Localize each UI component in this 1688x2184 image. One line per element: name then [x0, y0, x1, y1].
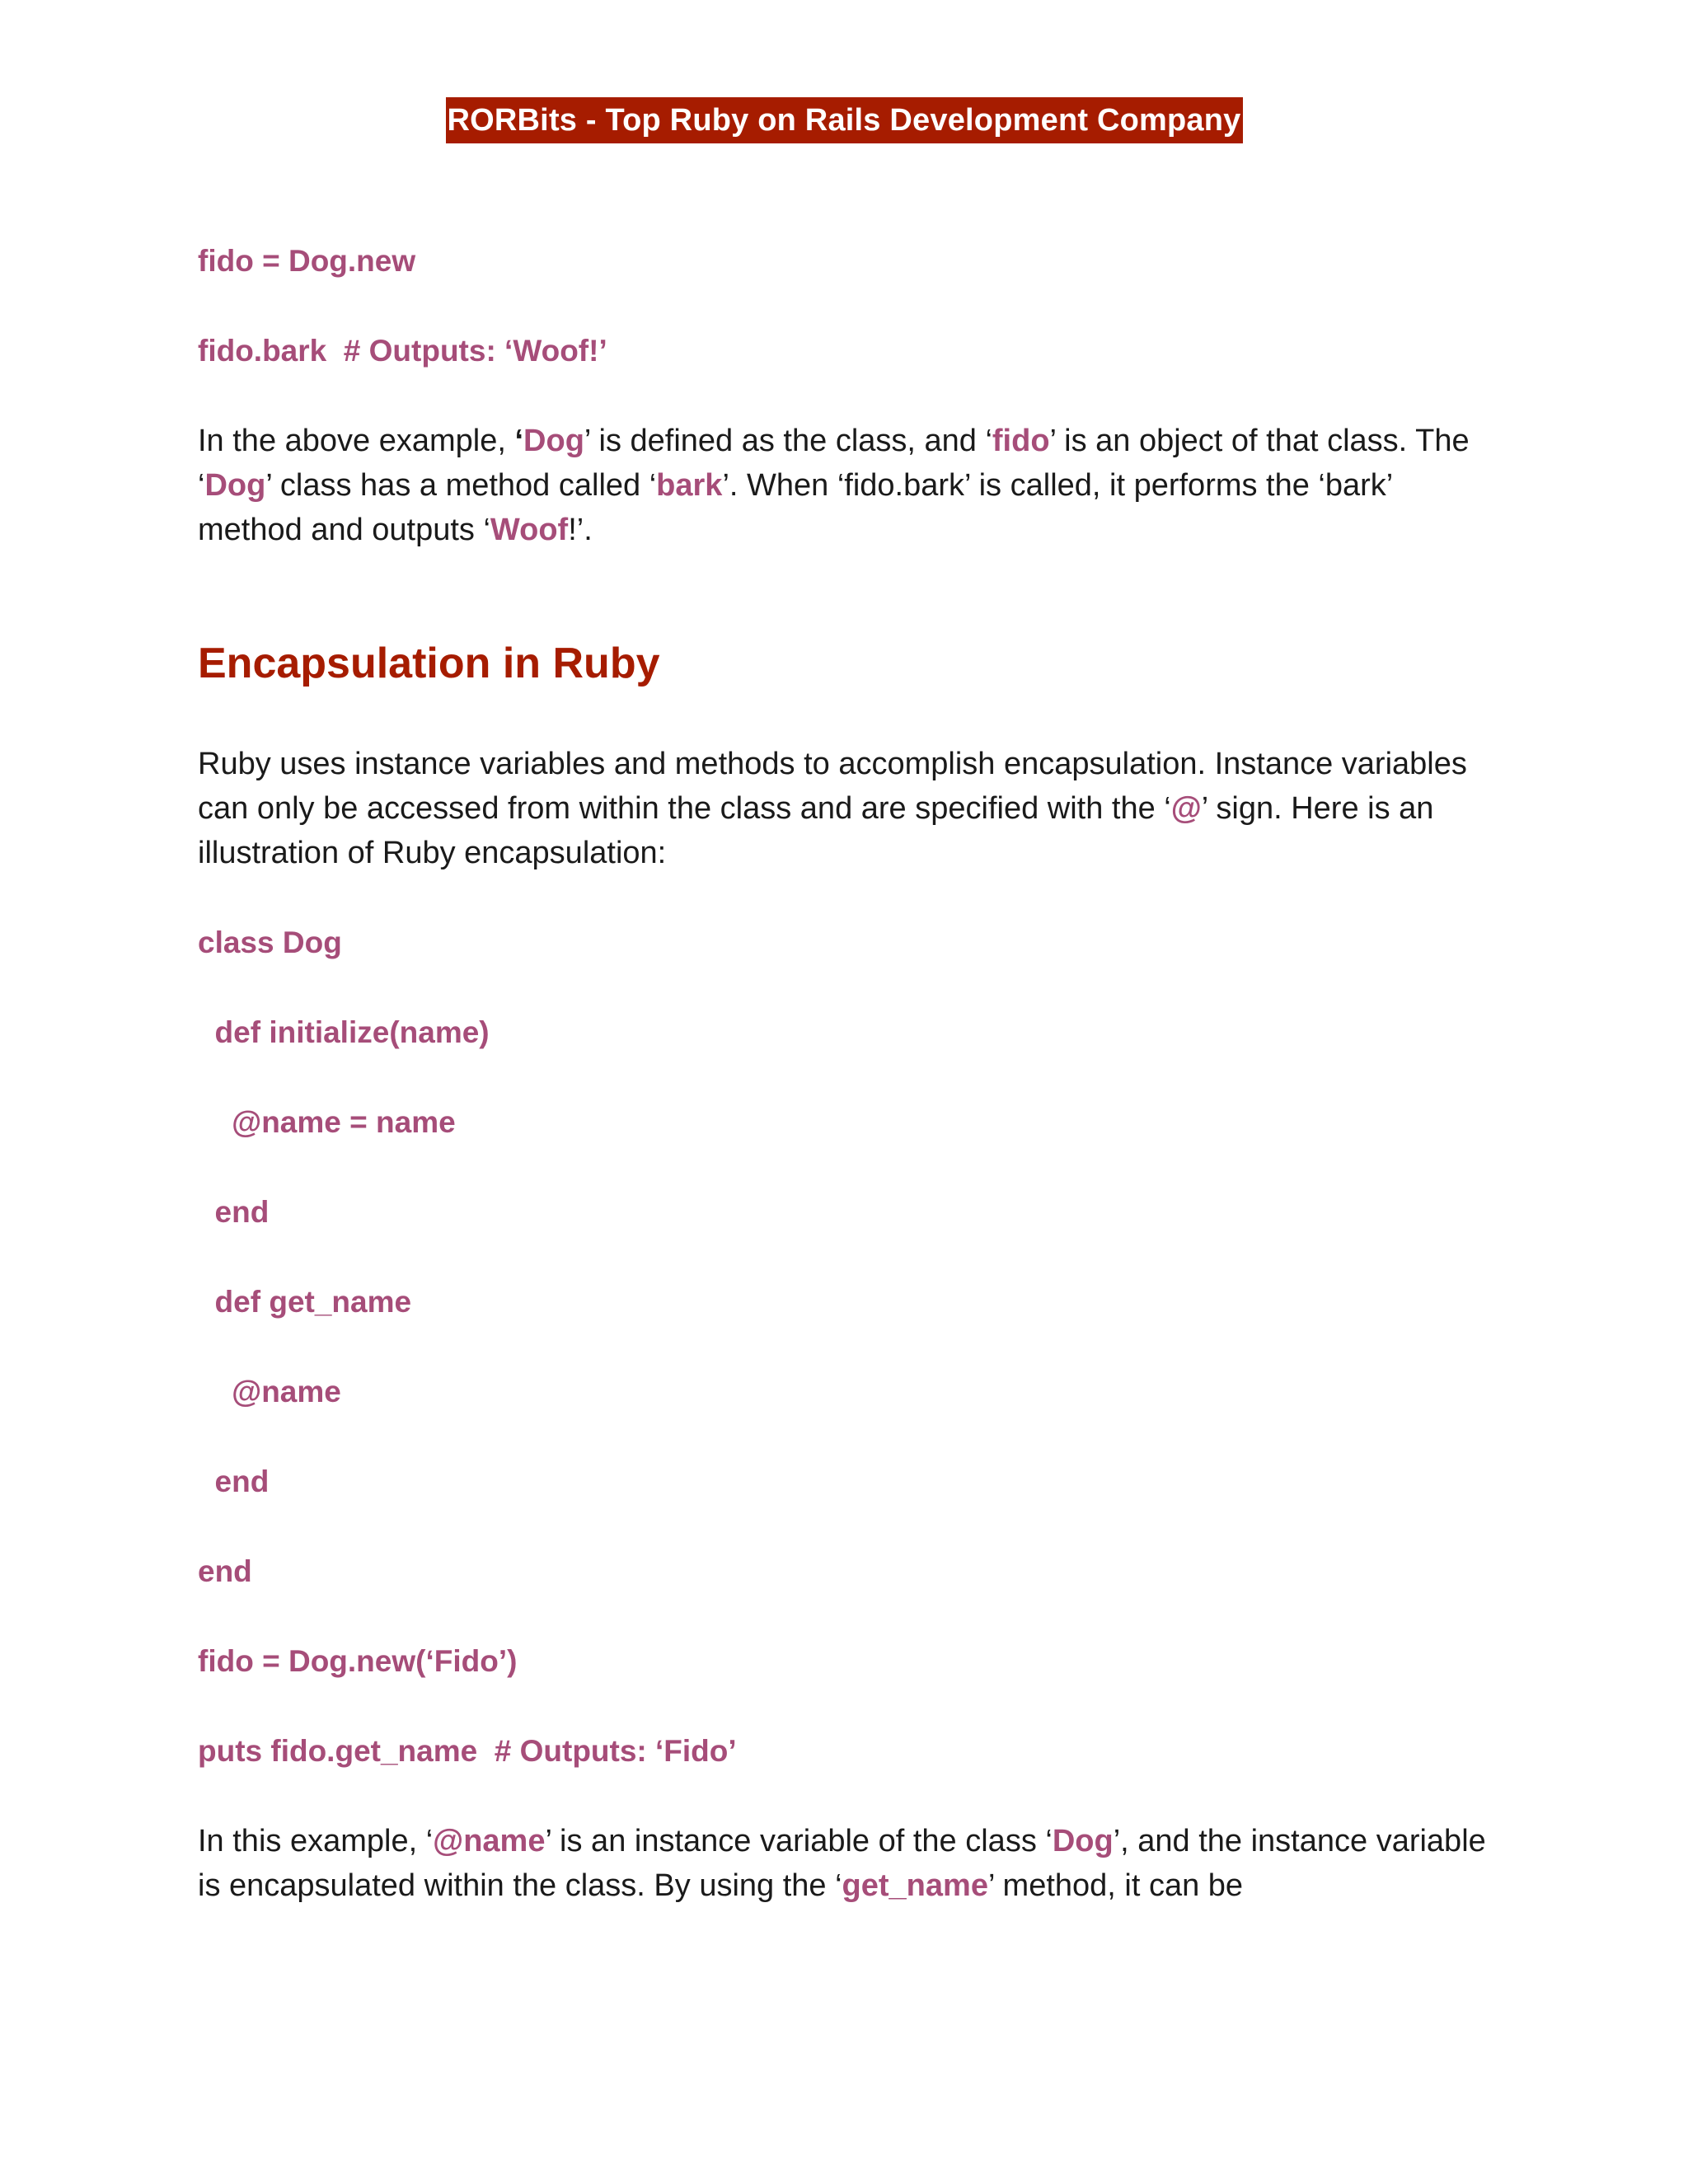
text-run: ’, and the instance variable is encapsulated within the class. By using the ‘: [198, 1824, 1486, 1903]
code-line: fido = Dog.new: [198, 244, 416, 278]
paragraph-dog-example: [198, 419, 1500, 552]
text-run: ‘: [514, 424, 524, 458]
text-run: ’ is defined as the class, and ‘: [584, 424, 992, 458]
code-line: @name = name: [198, 1105, 456, 1139]
text-run: ’ class has a method called ‘: [265, 468, 657, 503]
code-line: def initialize(name): [198, 1015, 490, 1049]
code-ref-bark: bark: [656, 468, 723, 503]
code-line: @name: [198, 1375, 341, 1408]
header-title: RORBits - Top Ruby on Rails Development Company: [446, 97, 1243, 143]
code-ref-name-var: @name: [433, 1824, 546, 1858]
code-ref-dog: Dog: [204, 468, 266, 503]
code-line: end: [198, 1465, 270, 1498]
text-run: !’.: [568, 513, 593, 547]
code-ref-at-sign: @: [1170, 791, 1202, 826]
text-run: ’ method, it can be: [987, 1868, 1244, 1903]
code-ref-dog: Dog: [523, 424, 584, 458]
text-run: Ruby uses instance variables and methods to accomplish encapsulation. Instance variables can only be accessed from within the class and are specified with the ‘: [198, 747, 1467, 826]
code-line: class Dog: [198, 926, 342, 959]
code-line: end: [198, 1554, 252, 1588]
code-ref-get-name: get_name: [842, 1868, 988, 1903]
code-line: fido.bark # Outputs: ‘Woof!’: [198, 334, 607, 368]
section-heading: Encapsulation in Ruby: [198, 640, 660, 687]
paragraph-encapsulation-intro: [198, 742, 1500, 875]
code-line: puts fido.get_name # Outputs: ‘Fido’: [198, 1734, 737, 1768]
paragraph-encapsulation-explanation: [198, 1819, 1500, 1908]
code-line: fido = Dog.new(‘Fido’): [198, 1644, 518, 1678]
text-run: ’ sign. Here is an illustration of Ruby encapsulation:: [198, 791, 1434, 870]
text-run: In this example, ‘: [198, 1824, 434, 1858]
page-header: [0, 97, 1688, 143]
document-body: [198, 239, 1500, 1953]
code-ref-dog: Dog: [1052, 1824, 1114, 1858]
text-run: In the above example,: [198, 424, 515, 458]
code-ref-woof: Woof: [490, 513, 569, 547]
text-run: ’ is an object of that class. The ‘: [198, 424, 1470, 503]
text-run: ’. When ‘fido.bark’ is called, it performs the ‘bark’ method and outputs ‘: [198, 468, 1392, 547]
code-line: def get_name: [198, 1285, 412, 1319]
code-ref-fido: fido: [992, 424, 1050, 458]
code-line: end: [198, 1195, 270, 1229]
text-run: ’ is an instance variable of the class ‘: [545, 1824, 1053, 1858]
